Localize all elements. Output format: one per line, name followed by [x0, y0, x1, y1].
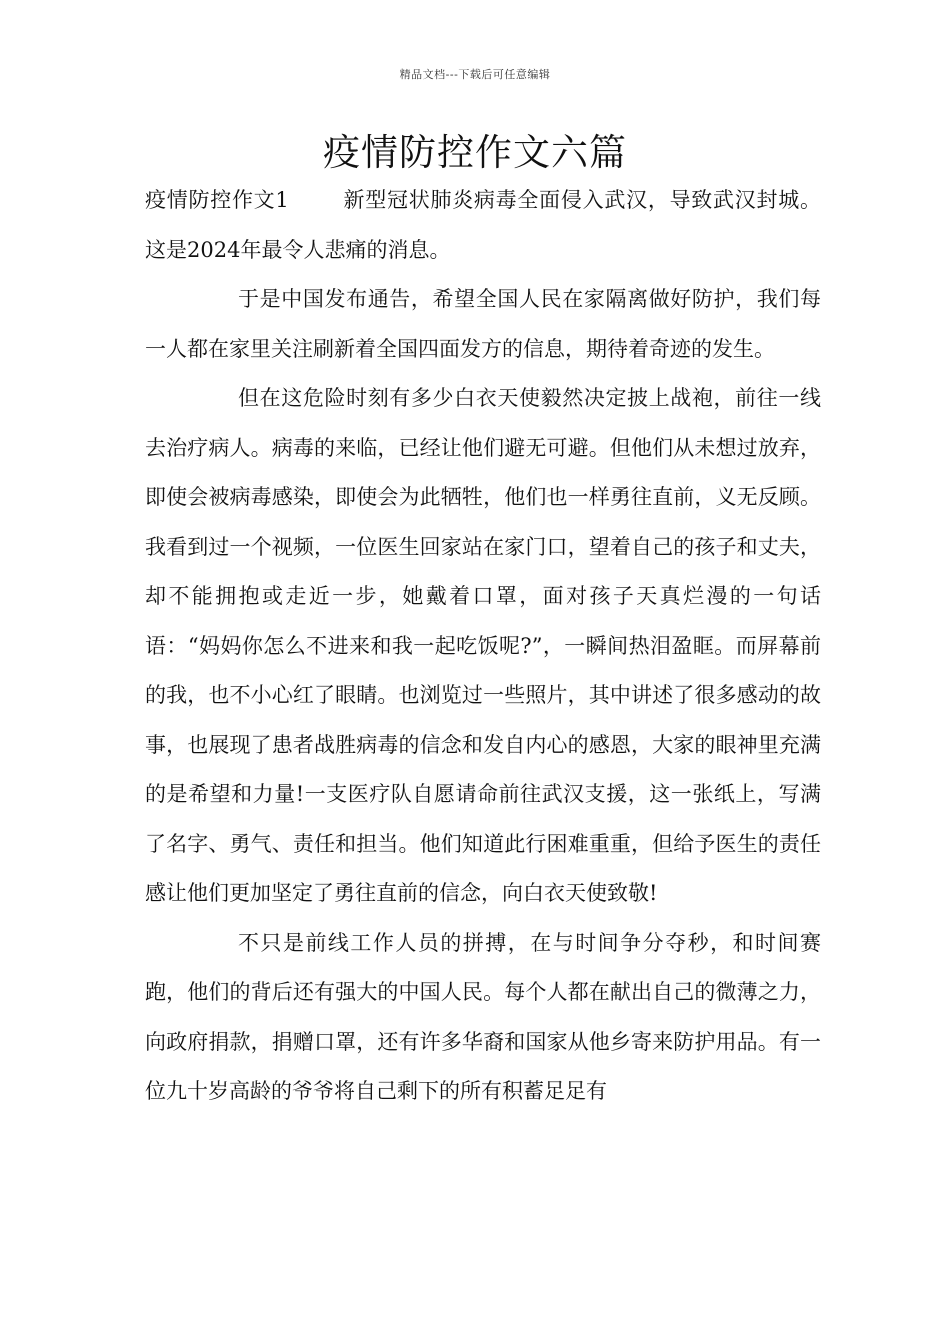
paragraph-4: 不只是前线工作人员的拼搏，在与时间争分夺秒，和时间赛跑，他们的背后还有强大的中国人民。每个人都在献出自己的微薄之力，向政府捐款，捐赠口罩，还有许多华裔和国家从他乡寄来防护用品。有一位九十岁高龄的爷爷将自己剩下的所有积蓄足足有 [145, 930, 821, 1103]
essay-label: 疫情防控作文1 [145, 188, 289, 212]
paragraph-1-text: 新型冠状肺炎病毒全面侵入武汉，导致武汉封城。这是2024年最令人悲痛的消息。 [145, 188, 821, 262]
page-header: 精品文档---下载后可任意编辑 [399, 68, 551, 81]
paragraph-3: 但在这危险时刻有多少白衣天使毅然决定披上战袍，前往一线去治疗病人。病毒的来临，已经让他们避无可避。但他们从未想过放弃，即使会被病毒感染，即使会为此牺牲，他们也一样勇往直前，义无反顾。我看到过一个视频，一位医生回家站在家门口，望着自己的孩子和丈夫，却不能拥抱或走近一步，她戴着口罩，面对孩子天真烂漫的一句话语：“妈妈你怎么不进来和我一起吃饭呢?”，一瞬间热泪盈眶。而屏幕前的我，也不小心红了眼睛。也浏览过一些照片，其中讲述了很多感动的故事，也展现了患者战胜病毒的信念和发自内心的感恩，大家的眼神里充满的是希望和力量!一支医疗队自愿请命前往武汉支援，这一张纸上，写满了名字、勇气、责任和担当。他们知道此行困难重重，但给予医生的责任感让他们更加坚定了勇往直前的信念，向白衣天使致敬! [145, 386, 821, 905]
paragraph-1 [145, 176, 821, 275]
document-title: 疫情防控作文六篇 [323, 131, 627, 174]
document-body [145, 176, 821, 1117]
paragraph-2: 于是中国发布通告，希望全国人民在家隔离做好防护，我们每一人都在家里关注刷新着全国四面发方的信息，期待着奇迹的发生。 [145, 287, 821, 361]
